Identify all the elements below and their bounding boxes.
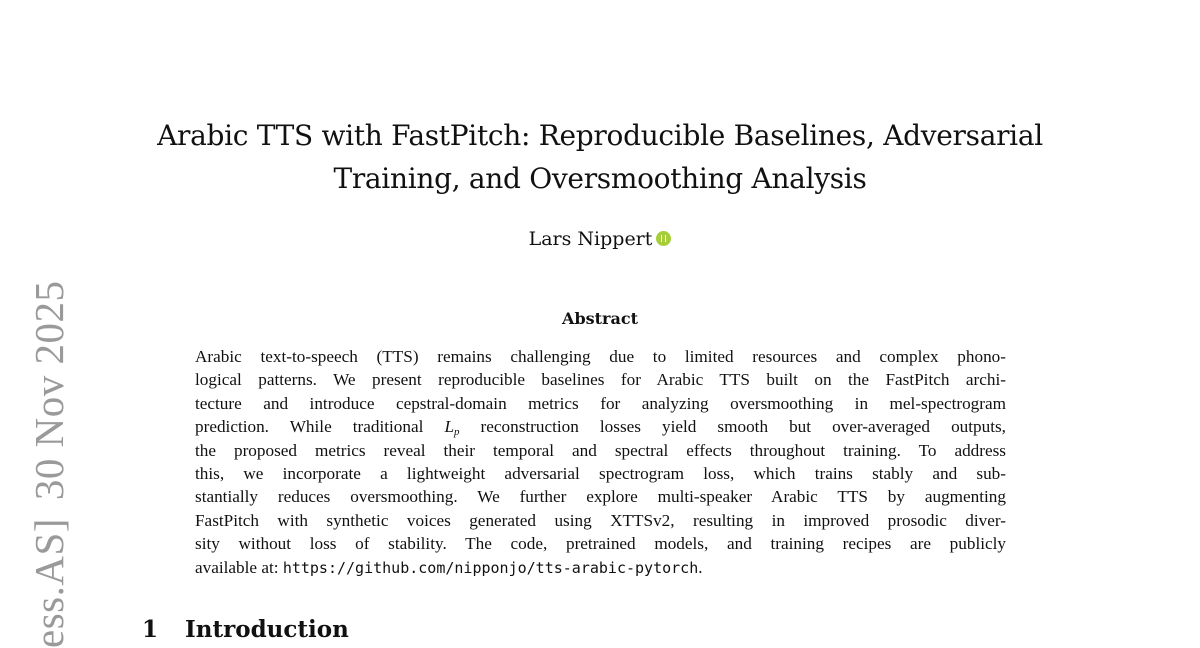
abstract-line: this, we incorporate a lightweight adversarial spectrogram loss, which trains stably and sub- xyxy=(195,463,1006,483)
abstract-line: sity without loss of stability. The code, pretrained models, and training recipes are publicly xyxy=(195,534,1006,554)
orcid-icon[interactable] xyxy=(656,231,671,246)
abstract-heading: Abstract xyxy=(562,309,638,328)
section-title: Introduction xyxy=(185,616,349,643)
abstract-line: the proposed metrics reveal their temporal and spectral effects throughout training. To address xyxy=(195,440,1006,460)
abstract-line-with-math xyxy=(195,415,1006,438)
abstract-body xyxy=(195,345,1006,579)
abstract-text: prediction. While traditional xyxy=(195,417,424,437)
author-name: Lars Nippert xyxy=(528,228,653,250)
arxiv-category: ess.AS] xyxy=(26,518,72,648)
section-number: 1 xyxy=(142,616,159,643)
paper-title: Arabic TTS with FastPitch: Reproducible Baselines, Adversarial Training, and Oversmoothing Analysis xyxy=(157,119,1043,195)
math-base: L xyxy=(444,417,454,437)
arxiv-stamp xyxy=(26,280,72,648)
section-heading xyxy=(142,614,349,646)
abstract-text: reconstruction losses yield smooth but over-averaged outputs, xyxy=(480,417,1006,437)
math-subscript: p xyxy=(454,426,460,439)
abstract-text: available at: xyxy=(195,557,279,577)
abstract-text: . xyxy=(698,557,703,577)
abstract-line: FastPitch with synthetic voices generated using XTTSv2, resulting in improved prosodic diver- xyxy=(195,510,1006,530)
abstract-line: stantially reduces oversmoothing. We further explore multi-speaker Arabic TTS by augmenting xyxy=(195,487,1006,507)
abstract-line-with-link xyxy=(195,556,1006,579)
abstract-line: Arabic text-to-speech (TTS) remains challenging due to limited resources and complex phono- xyxy=(195,347,1006,366)
author-line xyxy=(300,226,900,252)
code-repository-link[interactable]: https://github.com/nipponjo/tts-arabic-pytorch xyxy=(282,558,699,577)
math-lp xyxy=(444,417,460,439)
abstract-line: logical patterns. We present reproducible baselines for Arabic TTS built on the FastPitch archi- xyxy=(195,370,1006,390)
abstract-line: tecture and introduce cepstral-domain metrics for analyzing oversmoothing in mel-spectrogram xyxy=(195,393,1006,413)
arxiv-date: 30 Nov 2025 xyxy=(26,280,72,501)
